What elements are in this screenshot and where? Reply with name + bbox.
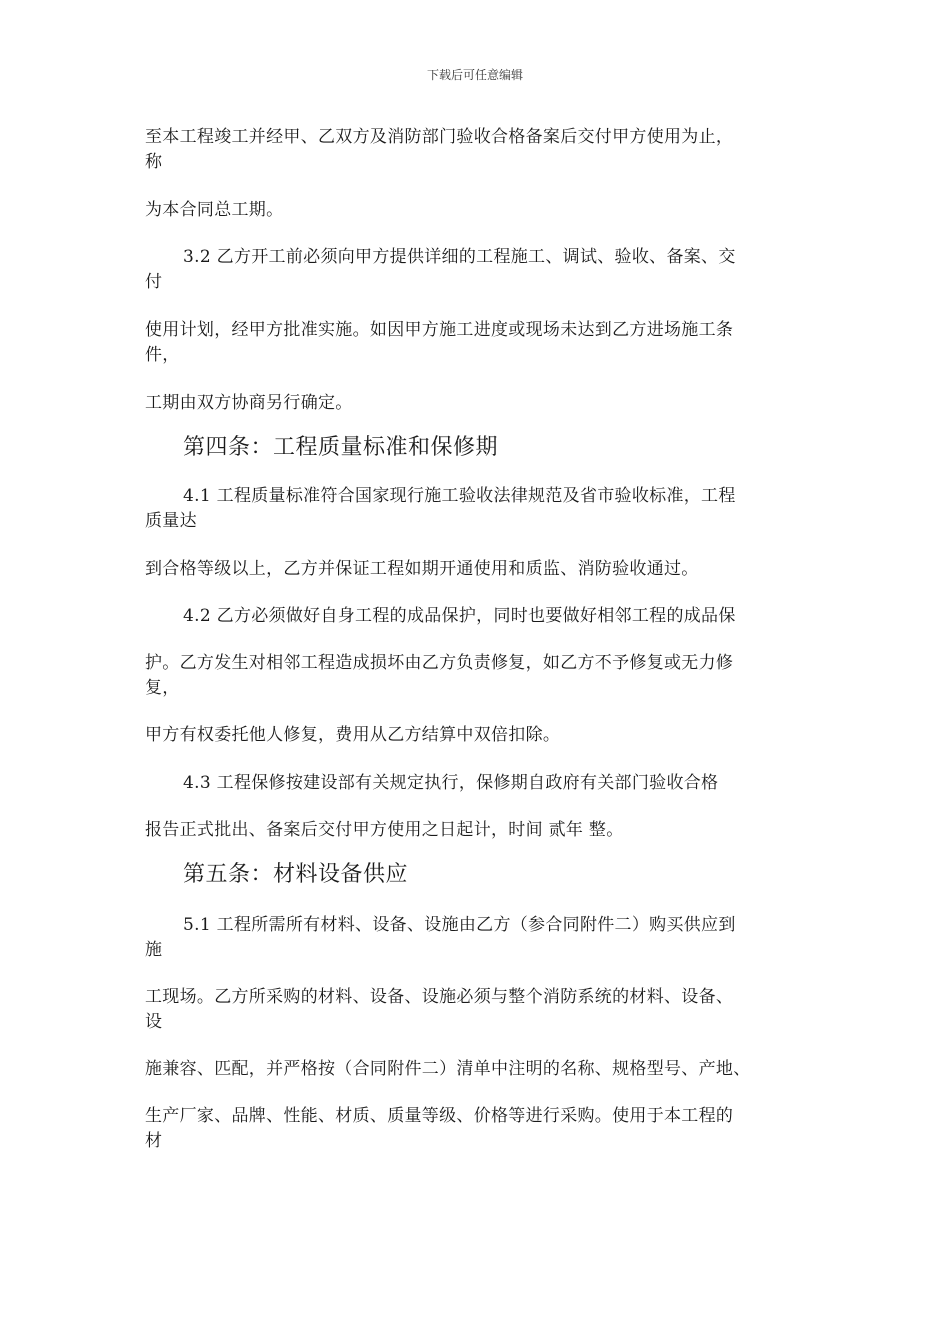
body-line: 3.2 乙方开工前必须向甲方提供详细的工程施工、调试、验收、备案、交	[183, 247, 736, 267]
body-line: 报告正式批出、备案后交付甲方使用之日起计，时间 贰年 整。	[145, 820, 624, 840]
body-line: 复，	[145, 678, 180, 698]
body-line: 护。乙方发生对相邻工程造成损坏由乙方负责修复，如乙方不予修复或无力修	[145, 653, 734, 673]
body-line: 称	[145, 152, 163, 172]
body-line: 设	[145, 1012, 163, 1032]
body-line: 生产厂家、品牌、性能、材质、质量等级、价格等进行采购。使用于本工程的	[145, 1106, 734, 1126]
body-line: 使用计划，经甲方批准实施。如因甲方施工进度或现场未达到乙方进场施工条	[145, 320, 734, 340]
section-heading: 第五条：材料设备供应	[183, 862, 409, 887]
page-header: 下载后可任意编辑	[426, 68, 523, 82]
body-line: 施兼容、匹配，并严格按（合同附件二）清单中注明的名称、规格型号、产地、	[145, 1059, 751, 1079]
body-line: 到合格等级以上，乙方并保证工程如期开通使用和质监、消防验收通过。	[145, 559, 699, 579]
body-line: 甲方有权委托他人修复，费用从乙方结算中双倍扣除。	[145, 725, 561, 745]
body-line: 4.2 乙方必须做好自身工程的成品保护，同时也要做好相邻工程的成品保	[183, 606, 736, 626]
body-line: 为本合同总工期。	[145, 200, 284, 220]
body-line: 4.3 工程保修按建设部有关规定执行，保修期自政府有关部门验收合格	[183, 773, 719, 793]
body-line: 至本工程竣工并经甲、乙双方及消防部门验收合格备案后交付甲方使用为止，	[145, 127, 734, 147]
section-heading: 第四条：工程质量标准和保修期	[183, 435, 499, 460]
body-line: 5.1 工程所需所有材料、设备、设施由乙方（参合同附件二）购买供应到	[183, 915, 736, 935]
body-line: 付	[145, 272, 163, 292]
body-line: 质量达	[145, 511, 197, 531]
body-line: 工现场。乙方所采购的材料、设备、设施必须与整个消防系统的材料、设备、	[145, 987, 734, 1007]
body-line: 件，	[145, 345, 180, 365]
body-line: 工期由双方协商另行确定。	[145, 393, 353, 413]
body-line: 材	[145, 1131, 163, 1151]
body-line: 4.1 工程质量标准符合国家现行施工验收法律规范及省市验收标准，工程	[183, 486, 736, 506]
body-line: 施	[145, 940, 163, 960]
